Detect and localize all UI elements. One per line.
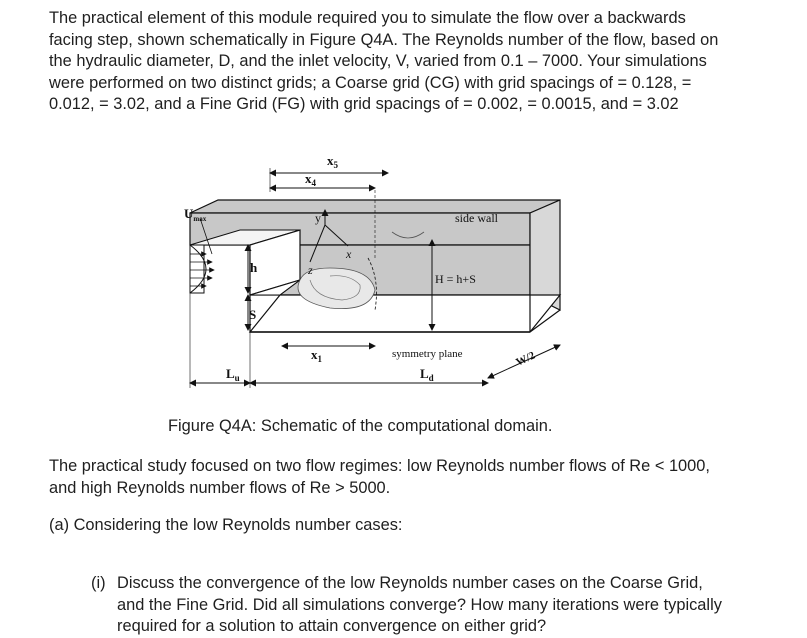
label-x: x bbox=[346, 247, 352, 261]
label-umax: $U_{max}$ bbox=[184, 206, 207, 223]
part-a-heading: (a) Considering the low Reynolds number cases: bbox=[49, 516, 403, 534]
figure-caption: Figure Q4A: Schematic of the computational domain. bbox=[168, 417, 553, 435]
question-text: Discuss the convergence of the low Reynolds number cases on the Coarse Grid, and the Fine Grid. Did all simulations converge? How many iterations were typically required for a solution to attain convergence on either grid? bbox=[117, 574, 722, 635]
question-i bbox=[91, 573, 731, 638]
label-z: z bbox=[308, 263, 313, 277]
flow-regimes-paragraph: The practical study focused on two flow regimes: low Reynolds number flows of Re < 1000, and high Reynolds number flows of Re > 5000. bbox=[49, 457, 710, 497]
intro-paragraph: The practical element of this module required you to simulate the flow over a backwards facing step, shown schematically in Figure Q4A. The Reynolds number of the flow, based on the hydraulic diameter, D, and the inlet velocity, V, varied from 0.1 – 7000. Your simulations were performed on two distinct grids; a Coarse grid (CG) with grid spacings of = 0.128, = 0.012, = 3.02, and a Fine Grid (FG) with grid spacings of = 0.002, = 0.0015, and = 3.02 bbox=[49, 9, 719, 113]
label-lu: $L_u$ bbox=[226, 366, 240, 383]
label-x1: $x_1$ bbox=[311, 347, 322, 364]
label-y: y bbox=[315, 211, 321, 225]
computational-domain-schematic bbox=[170, 150, 590, 395]
side-wall-right-face bbox=[530, 200, 560, 310]
label-w2: W/2 bbox=[514, 349, 537, 369]
label-s: S bbox=[249, 307, 257, 322]
label-side-wall: side wall bbox=[455, 211, 498, 225]
label-symmetry-plane: symmetry plane bbox=[392, 348, 463, 360]
question-number: (i) bbox=[91, 574, 106, 592]
symmetry-plane-floor bbox=[250, 295, 560, 332]
label-x5: $x_5$ bbox=[327, 153, 338, 170]
label-x4: $x_4$ bbox=[305, 171, 316, 188]
label-H: H = h+S bbox=[435, 272, 476, 286]
label-h: h bbox=[250, 260, 258, 275]
label-ld: $L_d$ bbox=[420, 366, 434, 383]
